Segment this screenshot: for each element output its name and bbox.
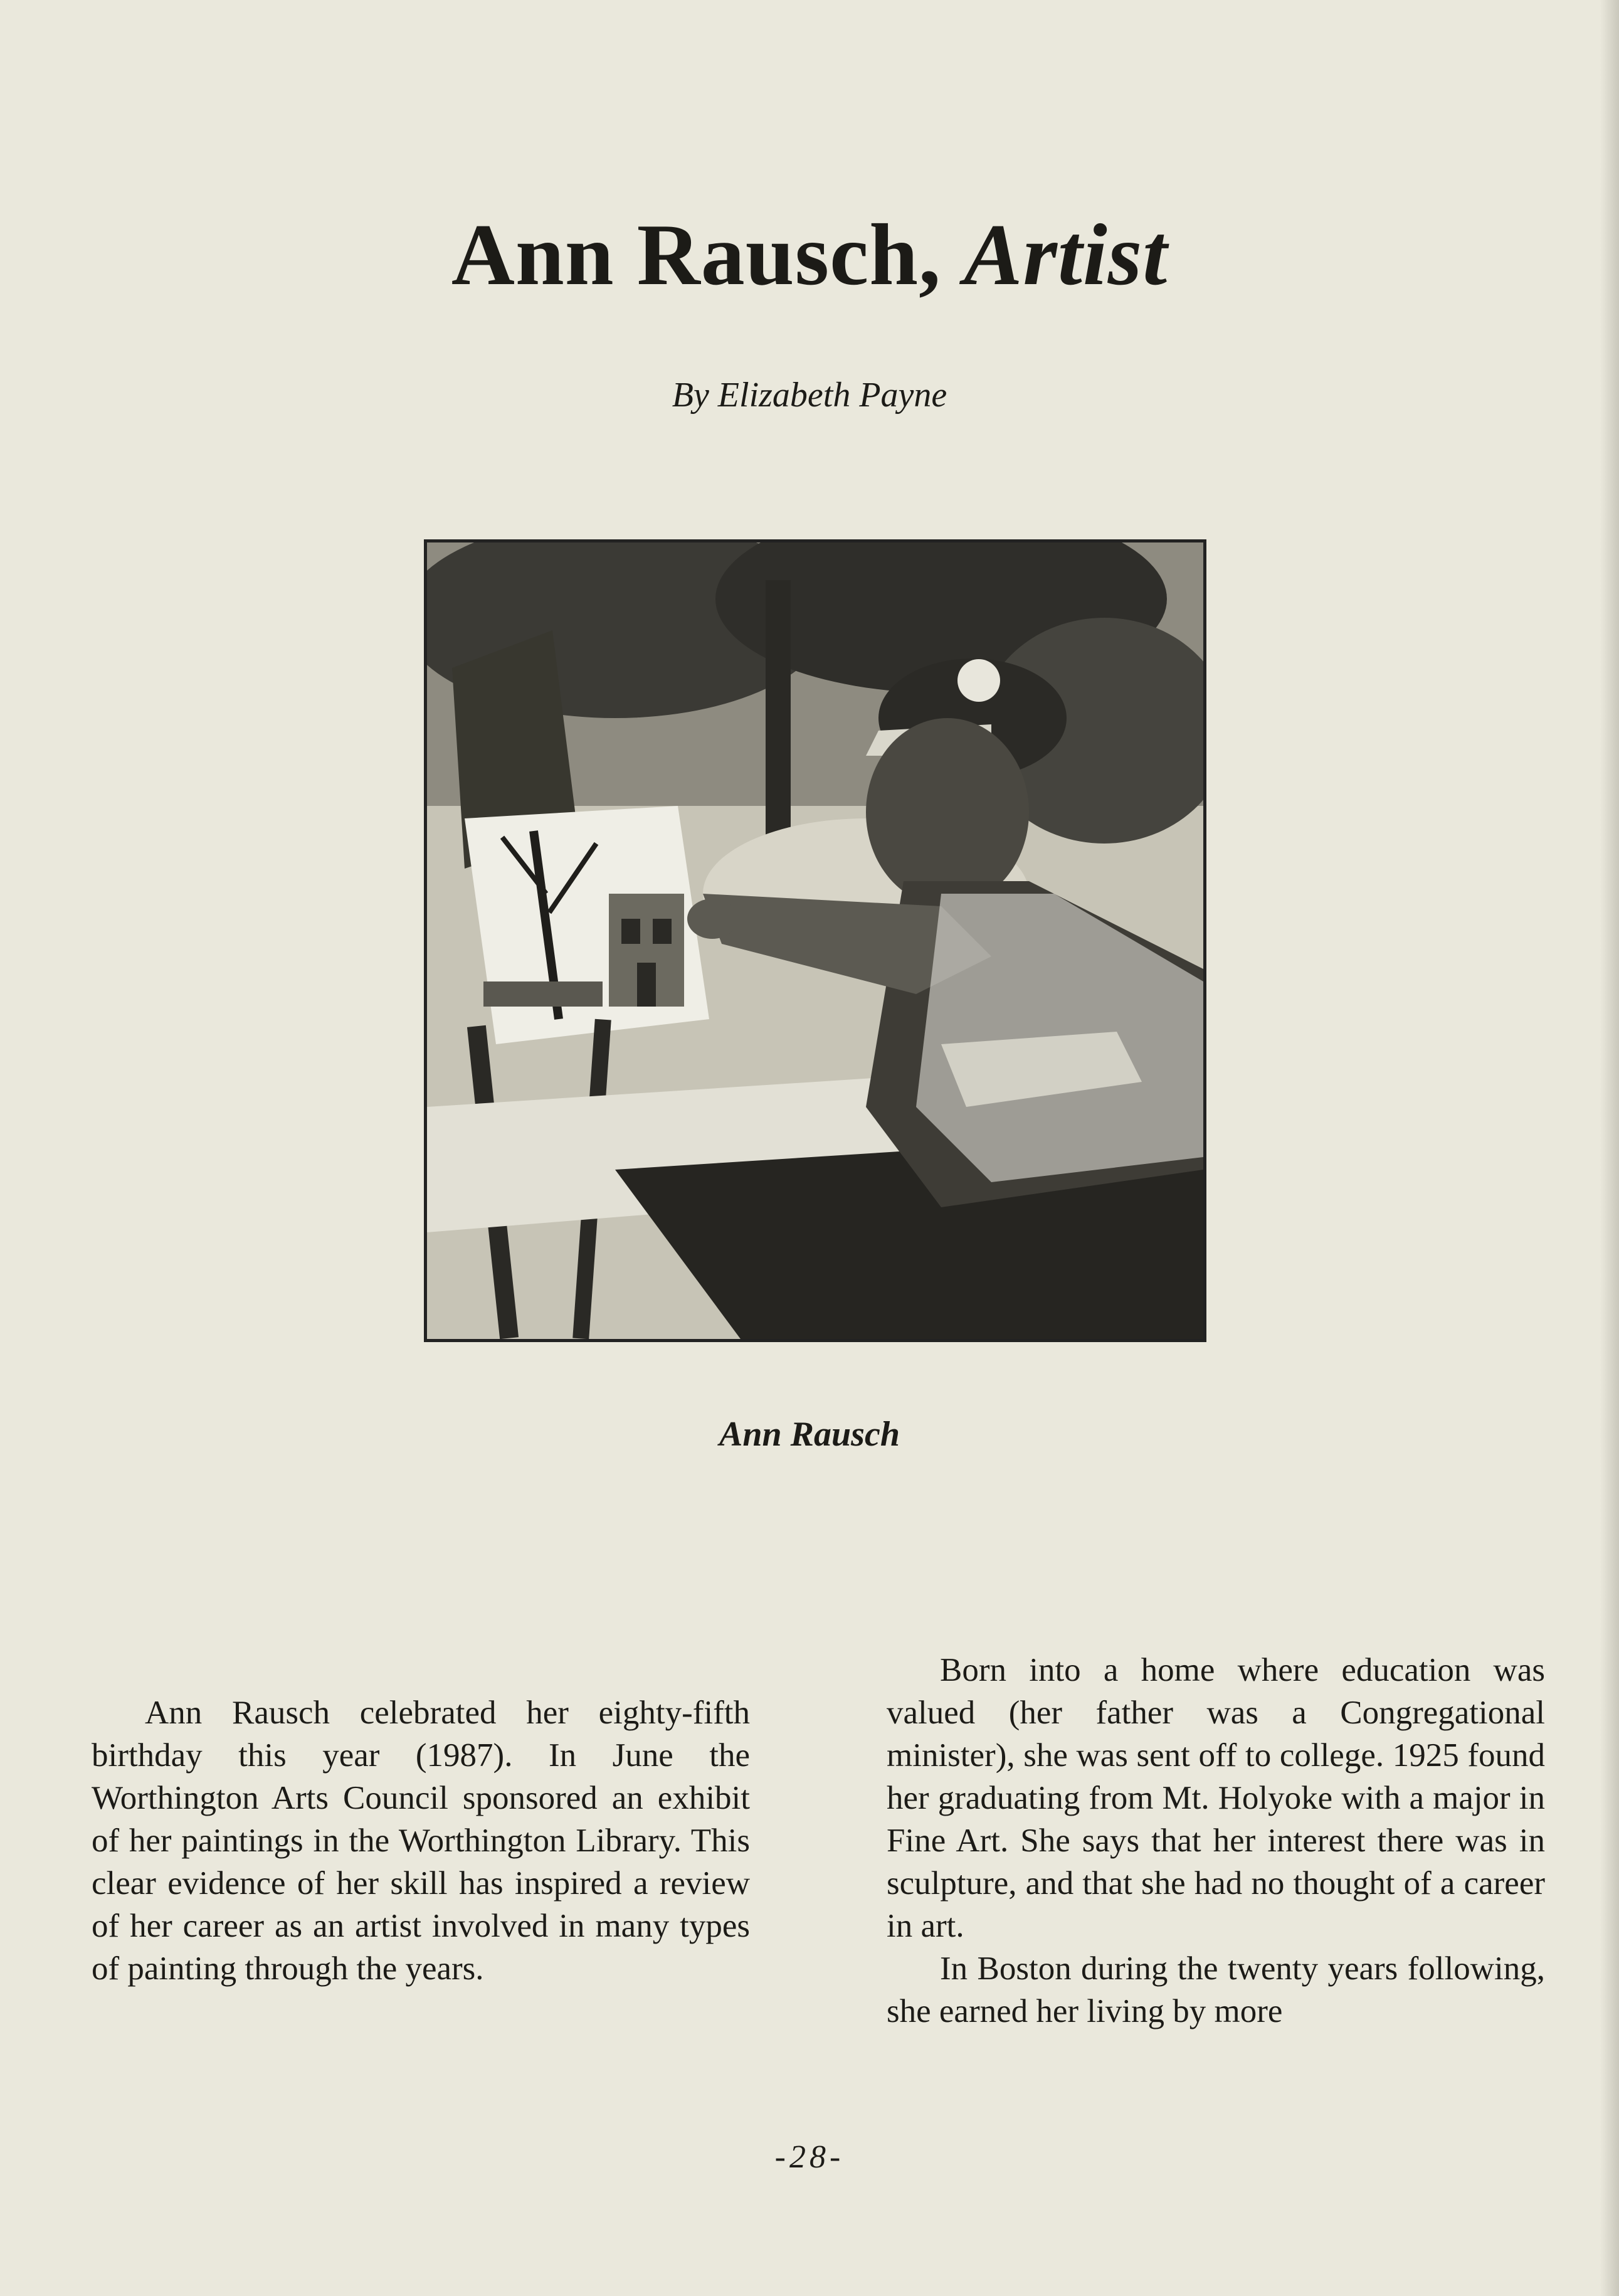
artist-painting-photo-icon [427, 542, 1203, 1339]
paragraph: Ann Rausch celebrated her eighty-fifth birthday this year (1987). In June the Worthington Arts Council sponsored an exhibit of her paintings in the Worthington Library. This clear evidence of her skill has inspired a review of her career as an artist involved in many types of painting through the years. [92, 1695, 750, 1987]
page-number: -28- [774, 2139, 845, 2175]
photo-caption: Ann Rausch [719, 1415, 900, 1454]
article-title-main: Ann Rausch, [451, 206, 942, 304]
paragraph: Born into a home where education was valued (her father was a Congregational minister), she was sent off to college. 1925 found her graduating from Mt. Holyoke with a major in Fine Art. She says that her interest there was in sculpture, and that she had no thought of a career in art. [887, 1652, 1545, 1944]
article-title-italic: Artist [964, 206, 1168, 304]
article-column-right [887, 1649, 1545, 2033]
article-column-left [92, 1691, 750, 1990]
article-title [0, 207, 1619, 304]
artist-photo [424, 539, 1206, 1342]
paragraph: In Boston during the twenty years following, she earned her living by more [887, 1950, 1545, 2029]
page-edge-shadow [1600, 0, 1619, 2296]
article-byline: By Elizabeth Payne [672, 376, 947, 415]
